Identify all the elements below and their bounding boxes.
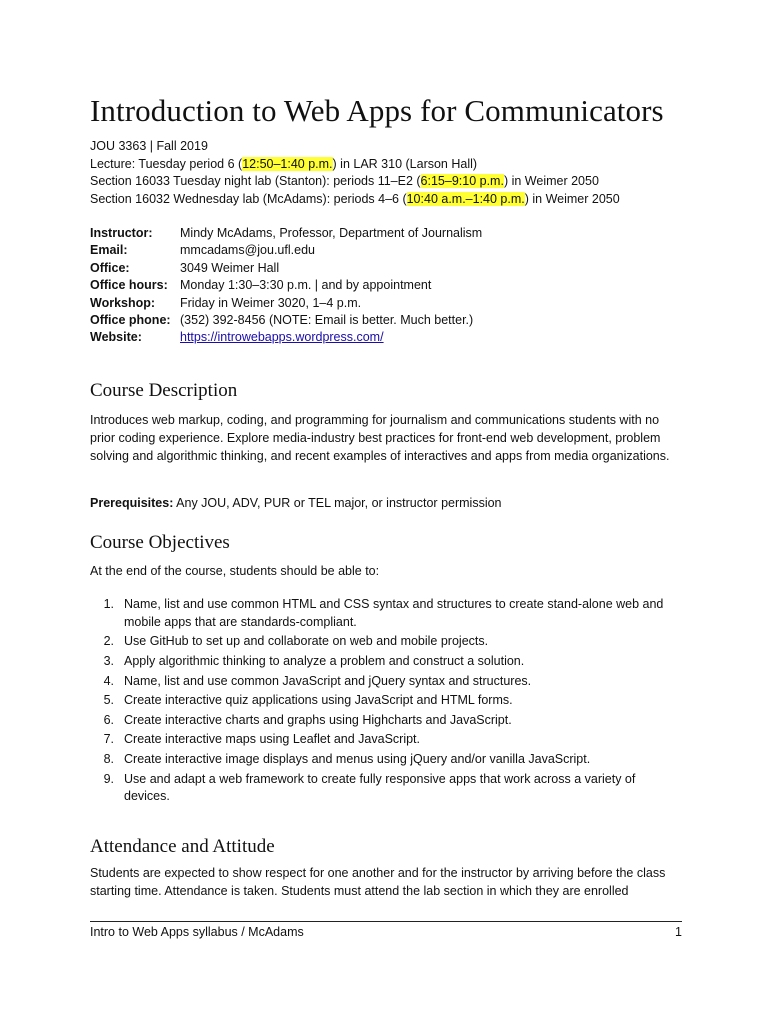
objectives-intro: At the end of the course, students should be able to: [90, 564, 380, 578]
objective-number: 8. [103, 751, 114, 766]
objective-item [90, 653, 682, 671]
office-row [90, 260, 482, 277]
workshop-value: Friday in Weimer 3020, 1–4 p.m. [180, 295, 362, 310]
office-label: Office: [90, 260, 130, 275]
email-value: mmcadams@jou.ufl.edu [180, 243, 315, 258]
office-phone-label: Office phone: [90, 313, 171, 328]
objective-number: 4. [103, 673, 114, 688]
section2-time-highlight: 10:40 a.m.–1:40 p.m. [406, 191, 525, 206]
instructor-info [90, 225, 482, 347]
objective-number: 2. [103, 634, 114, 649]
section2-prefix: Section 16032 Wednesday lab (McAdams): periods 4–6 ( [90, 191, 407, 206]
course-meta [90, 138, 620, 208]
objective-text: Create interactive charts and graphs using Highcharts and JavaScript. [124, 712, 512, 727]
objective-item [90, 633, 682, 651]
objective-item [90, 673, 682, 691]
document-title: Introduction to Web Apps for Communicators [90, 93, 664, 128]
lecture-line [90, 156, 620, 174]
objective-item [90, 771, 682, 807]
section2-suffix: ) in Weimer 2050 [524, 191, 620, 206]
section1-time-highlight: 6:15–9:10 p.m. [420, 174, 504, 189]
page-number: 1 [675, 925, 682, 939]
objective-text: Create interactive maps using Leaflet and JavaScript. [124, 732, 420, 747]
section1-suffix: ) in Weimer 2050 [503, 174, 599, 189]
website-label: Website: [90, 330, 142, 345]
objective-item [90, 692, 682, 710]
objective-text: Create interactive quiz applications using JavaScript and HTML forms. [124, 693, 513, 708]
lecture-time-highlight: 12:50–1:40 p.m. [242, 156, 333, 171]
workshop-row [90, 295, 482, 312]
page-footer [90, 925, 682, 939]
email-label: Email: [90, 243, 128, 258]
course-code-line: JOU 3363 | Fall 2019 [90, 139, 208, 153]
lecture-prefix: Lecture: Tuesday period 6 ( [90, 156, 243, 171]
section1-prefix: Section 16033 Tuesday night lab (Stanton): periods 11–E2 ( [90, 174, 421, 189]
instructor-value: Mindy McAdams, Professor, Department of Journalism [180, 226, 483, 240]
office-value: 3049 Weimer Hall [180, 260, 280, 275]
lecture-suffix: ) in LAR 310 (Larson Hall) [332, 156, 478, 171]
objective-item [90, 712, 682, 730]
office-hours-row [90, 277, 482, 294]
document-page [90, 0, 682, 1024]
objective-text: Apply algorithmic thinking to analyze a problem and construct a solution. [124, 653, 525, 668]
instructor-label: Instructor: [90, 226, 153, 240]
objective-text: Use GitHub to set up and collaborate on web and mobile projects. [124, 634, 489, 649]
attendance-heading: Attendance and Attitude [90, 836, 275, 857]
website-row [90, 329, 482, 346]
course-objectives-heading: Course Objectives [90, 532, 230, 553]
objective-number: 9. [103, 771, 114, 786]
section-16033-line [90, 173, 620, 191]
instructor-row [90, 225, 482, 242]
objective-text: Name, list and use common HTML and CSS syntax and structures to create stand-alone web and mobile apps that are standards-compliant. [124, 597, 664, 629]
office-phone-value: (352) 392-8456 (NOTE: Email is better. Much better.) [180, 313, 474, 328]
objective-item [90, 596, 682, 632]
prerequisites-label: Prerequisites: [90, 496, 174, 510]
objective-text: Name, list and use common JavaScript and jQuery syntax and structures. [124, 673, 532, 688]
objective-item [90, 751, 682, 769]
attendance-text: Students are expected to show respect for one another and for the instructor by arriving before the class starting time. Attendance is taken. Students must attend the lab section in which they are enrolled [90, 866, 666, 898]
course-description-text: Introduces web markup, coding, and programming for journalism and communications students with no prior coding experience. Explore media-industry best practices for front-end web development, problem solving and algorithmic thinking, and recent examples of interactives and apps from media organizations. [90, 413, 670, 463]
email-row [90, 242, 482, 259]
objective-item [90, 731, 682, 749]
objective-number: 5. [103, 693, 114, 708]
office-hours-label: Office hours: [90, 278, 168, 293]
workshop-label: Workshop: [90, 295, 156, 310]
website-link[interactable]: https://introwebapps.wordpress.com/ [180, 330, 384, 345]
footer-divider [90, 921, 682, 922]
objective-text: Use and adapt a web framework to create fully responsive apps that work across a variety of devices. [124, 771, 636, 804]
objective-number: 3. [103, 653, 114, 668]
objective-number: 7. [103, 732, 114, 747]
objective-number: 1. [103, 597, 114, 611]
course-description-heading: Course Description [90, 380, 238, 401]
office-phone-row [90, 312, 482, 329]
objective-text: Create interactive image displays and menus using jQuery and/or vanilla JavaScript. [124, 751, 591, 766]
footer-label: Intro to Web Apps syllabus / McAdams [90, 925, 304, 939]
section-16032-line [90, 191, 620, 209]
objectives-list [90, 596, 682, 808]
prerequisites-text: Any JOU, ADV, PUR or TEL major, or instructor permission [173, 496, 502, 510]
prerequisites-line [90, 494, 682, 512]
objective-number: 6. [103, 712, 114, 727]
office-hours-value: Monday 1:30–3:30 p.m. | and by appointment [180, 278, 432, 293]
